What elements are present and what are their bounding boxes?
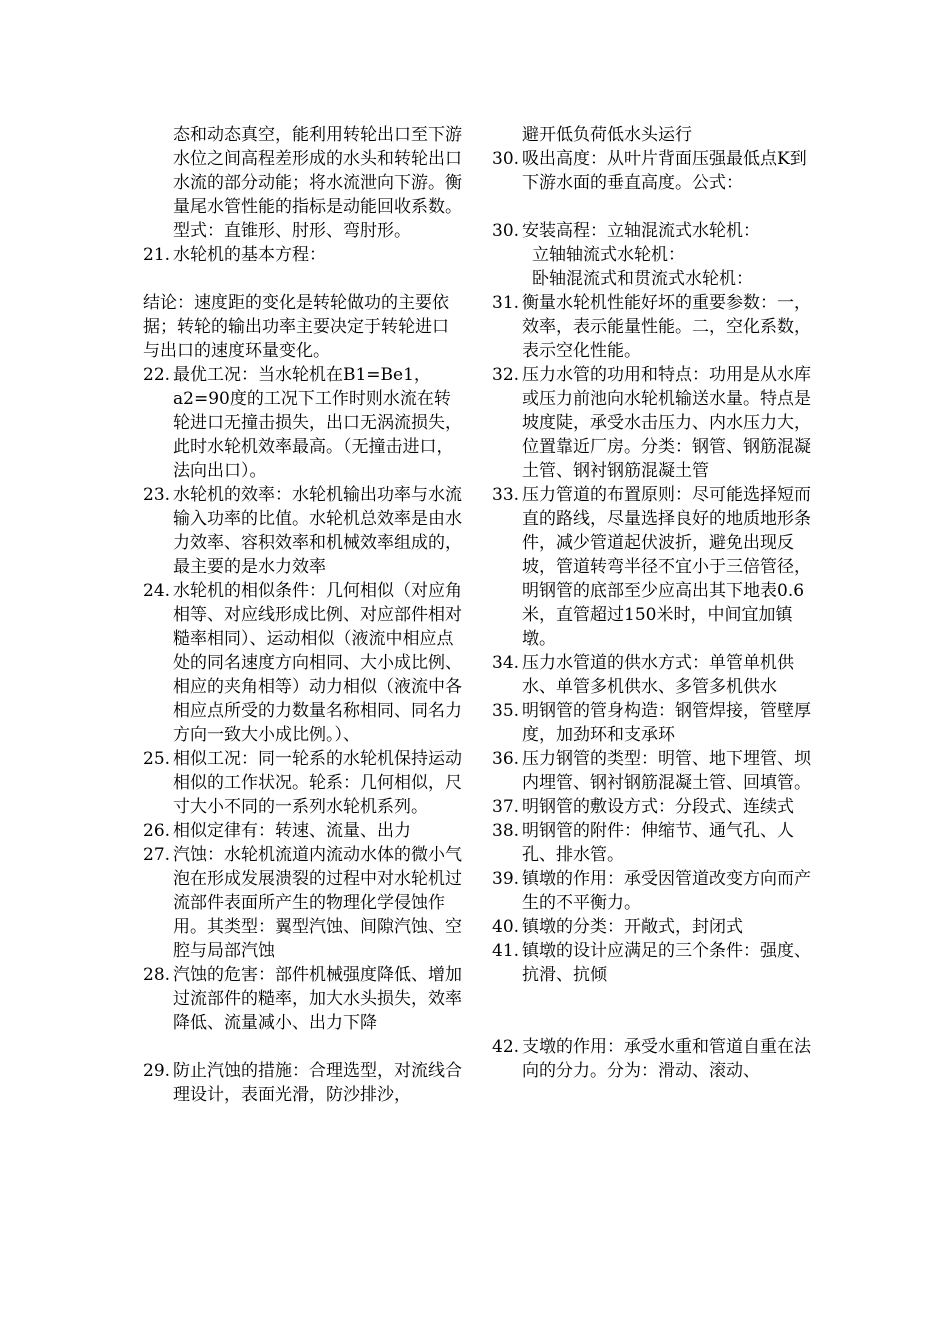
item-number: 35. xyxy=(492,701,520,721)
item-text: 结论：速度距的变化是转轮做功的主要依据；转轮的输出功率主要决定于转轮进口与出口的速度环量变化。 xyxy=(143,293,449,361)
item-number: 26. xyxy=(143,821,171,841)
item-text: 汽蚀：水轮机流道内流动水体的微小气泡在形成发展溃裂的过程中对水轮机过流部件表面所产生的物理化学侵蚀作用。其类型：翼型汽蚀、间隙汽蚀、空腔与局部汽蚀 xyxy=(173,845,462,961)
item-text: 压力管道的布置原则：尽可能选择短而直的路线，尽量选择良好的地质地形条件，减少管道起伏波折，避免出现反坡，管道转弯半径不宜小于三倍管径，明钢管的底部至少应高出其下地表0.6米，直管超过150米时，中间宜加镇墩。 xyxy=(522,485,811,649)
item-text: 立轴轴流式水轮机： xyxy=(532,245,685,265)
item-number: 37. xyxy=(492,797,520,817)
item-number: 38. xyxy=(492,821,520,841)
list-item xyxy=(143,747,465,819)
item-number: 29. xyxy=(143,1061,171,1081)
item-number: 25. xyxy=(143,749,171,769)
list-item xyxy=(143,363,465,483)
paragraph xyxy=(492,123,814,147)
list-item xyxy=(492,147,814,195)
item-text: 避开低负荷低水头运行 xyxy=(522,125,692,145)
list-item xyxy=(492,747,814,795)
paragraph xyxy=(492,267,814,291)
list-item xyxy=(492,363,814,483)
blank-line xyxy=(143,267,465,291)
left-column xyxy=(143,123,465,1107)
list-item xyxy=(143,1059,465,1107)
item-text: 安装高程：立轴混流式水轮机： xyxy=(522,221,760,241)
item-text: 卧轴混流式和贯流式水轮机： xyxy=(532,269,753,289)
item-number: 32. xyxy=(492,365,520,385)
list-item xyxy=(492,939,814,987)
item-text: 吸出高度：从叶片背面压强最低点K到下游水面的垂直高度。公式： xyxy=(522,149,807,193)
item-number: 41. xyxy=(492,941,520,961)
list-item xyxy=(492,867,814,915)
item-text: 明钢管的敷设方式：分段式、连续式 xyxy=(522,797,794,817)
right-column xyxy=(492,123,814,1083)
item-number: 33. xyxy=(492,485,520,505)
item-text: 支墩的作用：承受水重和管道自重在法向的分力。分为：滑动、滚动、 xyxy=(522,1037,811,1081)
item-text: 相似工况：同一轮系的水轮机保持运动相似的工作状况。轮系：几何相似，尺寸大小不同的一系列水轮机系列。 xyxy=(173,749,462,817)
list-item xyxy=(143,843,465,963)
item-number: 28. xyxy=(143,965,171,985)
item-text: 明钢管的附件：伸缩节、通气孔、人孔、排水管。 xyxy=(522,821,794,865)
item-text: 水轮机的效率：水轮机输出功率与水流输入功率的比值。水轮机总效率是由水力效率、容积效率和机械效率组成的，最主要的是水力效率 xyxy=(173,485,462,577)
item-text: 最优工况：当水轮机在B1=Be1，a2=90度的工况下工作时则水流在转轮进口无撞击损失，出口无涡流损失，此时水轮机效率最高。（无撞击进口，法向出口）。 xyxy=(173,365,462,481)
item-text: 水轮机的相似条件：几何相似（对应角相等、对应线形成比例、对应部件相对糙率相同）、运动相似（液流中相应点处的同名速度方向相同、大小成比例、相应的夹角相等）动力相似（液流中各相应点所受的力数量名称相同、同名力方向一致大小成比例。）、 xyxy=(173,581,462,745)
list-item xyxy=(492,483,814,651)
item-number: 22. xyxy=(143,365,171,385)
item-text: 压力钢管的类型：明管、地下埋管、坝内埋管、钢衬钢筋混凝土管、回填管。 xyxy=(522,749,811,793)
blank-line xyxy=(492,987,814,1011)
list-item xyxy=(143,963,465,1035)
item-number: 30. xyxy=(492,149,520,169)
list-item xyxy=(492,219,814,243)
list-item xyxy=(492,699,814,747)
item-text: 明钢管的管身构造：钢管焊接，管壁厚度，加劲环和支承环 xyxy=(522,701,811,745)
item-text: 相似定律有：转速、流量、出力 xyxy=(173,821,411,841)
item-number: 23. xyxy=(143,485,171,505)
item-number: 21. xyxy=(143,245,171,265)
paragraph xyxy=(143,291,465,363)
item-number: 31. xyxy=(492,293,520,313)
item-text: 镇墩的作用：承受因管道改变方向而产生的不平衡力。 xyxy=(522,869,811,913)
item-text: 镇墩的分类：开敞式，封闭式 xyxy=(522,917,743,937)
blank-line xyxy=(492,1011,814,1035)
list-item xyxy=(492,795,814,819)
item-text: 衡量水轮机性能好坏的重要参数：一，效率，表示能量性能。二，空化系数，表示空化性能。 xyxy=(522,293,811,361)
list-item xyxy=(143,579,465,747)
item-text: 水轮机的基本方程： xyxy=(173,245,326,265)
item-text: 态和动态真空，能利用转轮出口至下游水位之间高程差形成的水头和转轮出口水流的部分动能；将水流泄向下游。衡量尾水管性能的指标是动能回收系数。型式：直锥形、肘形、弯肘形。 xyxy=(173,125,462,241)
item-number: 27. xyxy=(143,845,171,865)
paragraph xyxy=(143,123,465,243)
item-text: 镇墩的设计应满足的三个条件：强度、抗滑、抗倾 xyxy=(522,941,811,985)
paragraph xyxy=(492,243,814,267)
list-item xyxy=(492,819,814,867)
list-item xyxy=(492,291,814,363)
list-item xyxy=(492,651,814,699)
list-item xyxy=(492,915,814,939)
item-number: 42. xyxy=(492,1037,520,1057)
list-item xyxy=(143,243,465,267)
item-number: 24. xyxy=(143,581,171,601)
item-number: 39. xyxy=(492,869,520,889)
item-number: 30. xyxy=(492,221,520,241)
item-number: 34. xyxy=(492,653,520,673)
list-item xyxy=(143,819,465,843)
blank-line xyxy=(143,1035,465,1059)
list-item xyxy=(143,483,465,579)
item-text: 压力水管道的供水方式：单管单机供水、单管多机供水、多管多机供水 xyxy=(522,653,794,697)
list-item xyxy=(492,1035,814,1083)
item-text: 防止汽蚀的措施：合理选型，对流线合理设计，表面光滑，防沙排沙， xyxy=(173,1061,462,1105)
item-number: 40. xyxy=(492,917,520,937)
item-number: 36. xyxy=(492,749,520,769)
item-text: 汽蚀的危害：部件机械强度降低、增加过流部件的糙率，加大水头损失，效率降低、流量减小、出力下降 xyxy=(173,965,462,1033)
item-text: 压力水管的功用和特点：功用是从水库或压力前池向水轮机输送水量。特点是坡度陡，承受水击压力、内水压力大，位置靠近厂房。分类：钢管、钢筋混凝土管、钢衬钢筋混凝土管 xyxy=(522,365,811,481)
blank-line xyxy=(492,195,814,219)
